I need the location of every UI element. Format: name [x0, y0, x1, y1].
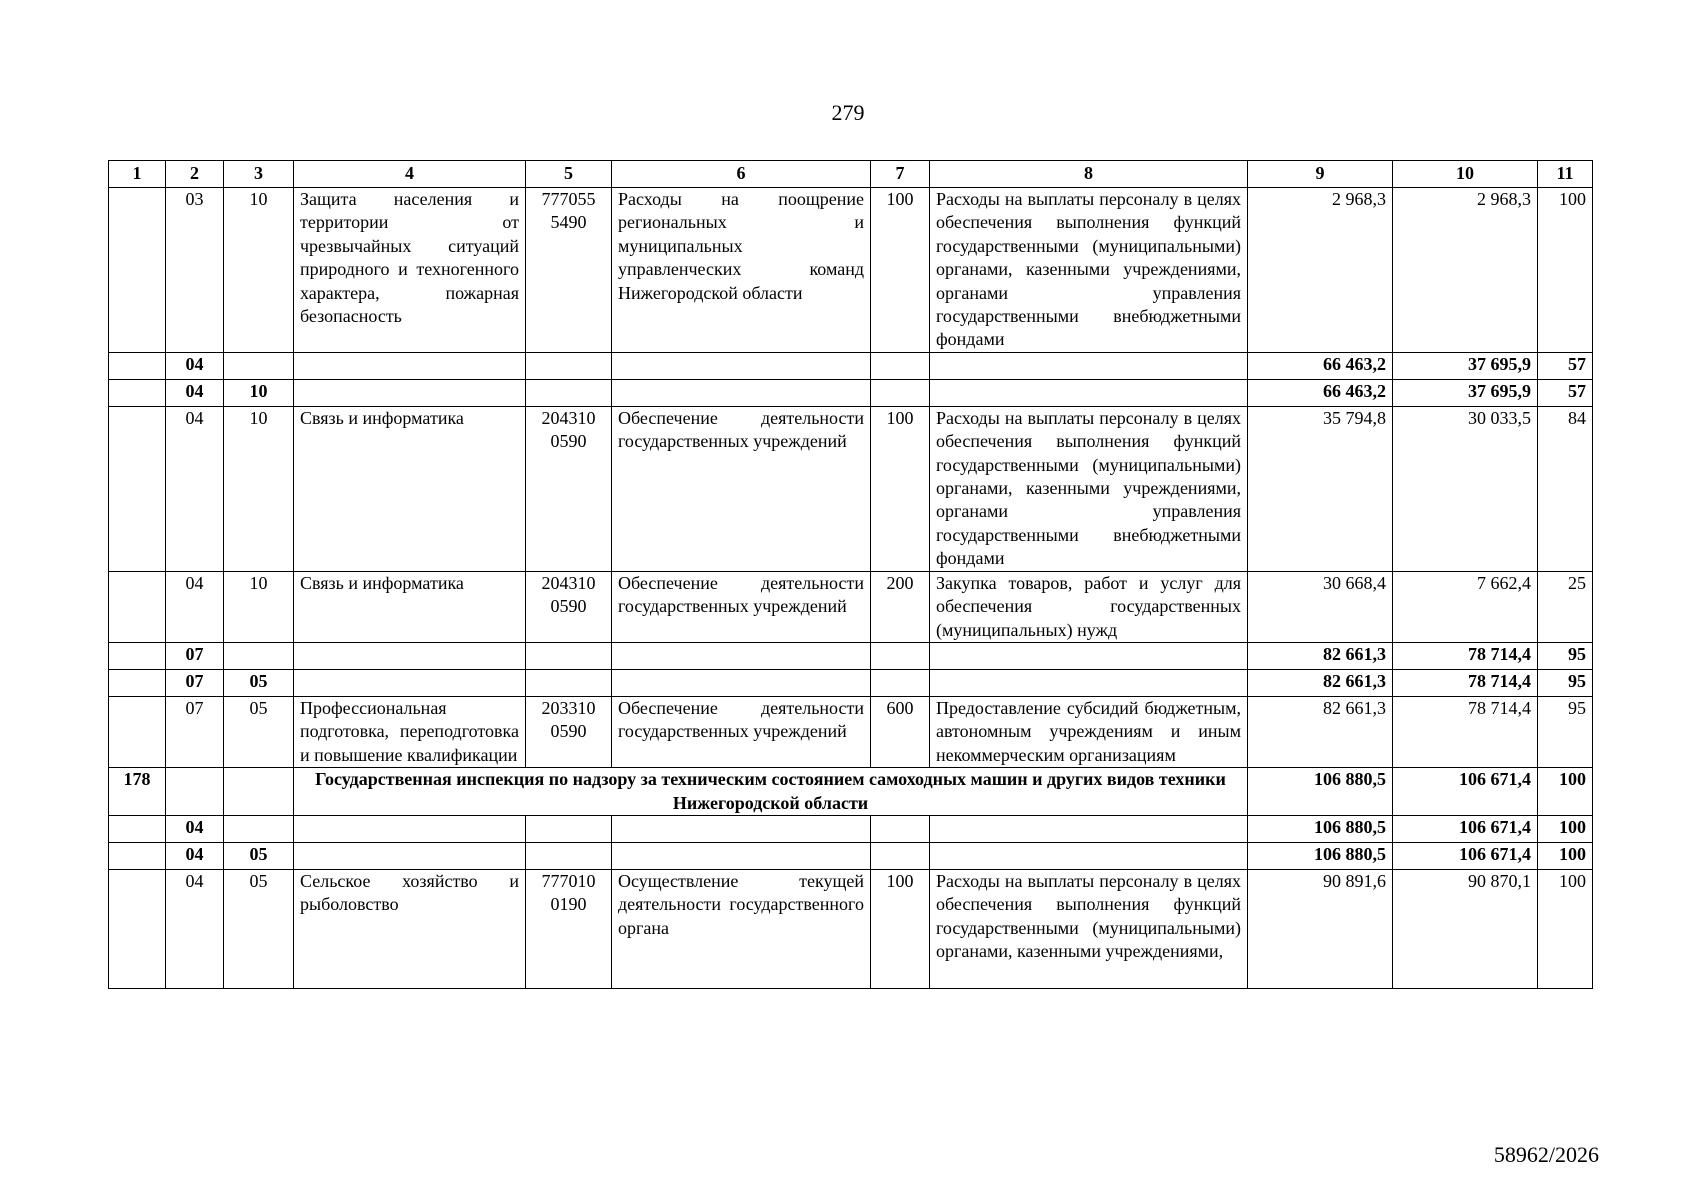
code-part: 0590 [550, 596, 587, 617]
cell-percent: 100 [1538, 869, 1593, 988]
code-part: 204310 [541, 572, 596, 593]
table-row [109, 406, 1593, 571]
cell-executed: 37 695,9 [1393, 379, 1538, 406]
table-row [109, 571, 1593, 642]
cell-target-name [612, 642, 871, 669]
cell-target-name: Обеспечение деятельности государственных учреждений [612, 571, 871, 642]
cell-percent: 100 [1538, 815, 1593, 842]
cell-percent: 57 [1538, 379, 1593, 406]
col-header: 4 [294, 161, 526, 188]
cell-executed: 106 671,4 [1393, 815, 1538, 842]
code-part: 777055 [541, 189, 596, 209]
code-part: 0190 [550, 894, 587, 915]
cell-target-code [526, 188, 612, 353]
cell-subsection: 05 [224, 669, 294, 696]
cell-target-code [526, 379, 612, 406]
cell-subsection: 05 [224, 696, 294, 767]
cell-executed: 78 714,4 [1393, 642, 1538, 669]
cell-target-code [526, 571, 612, 642]
table-row [109, 696, 1593, 767]
cell-section-name [294, 815, 526, 842]
cell-planned: 66 463,2 [1248, 352, 1393, 379]
document-number: 58962/2026 [1493, 1142, 1599, 1167]
code-part: 0590 [550, 721, 587, 742]
cell-expense-name: Расходы на выплаты персоналу в целях обеспечения выполнения функций государственными (муниципальными) органами, казенными учреждениями, [930, 869, 1248, 988]
col-header: 7 [871, 161, 930, 188]
cell-expense-name [930, 352, 1248, 379]
cell-subsection [224, 352, 294, 379]
header-row [109, 161, 1593, 188]
cell-target-name: Осуществление текущей деятельности государственного органа [612, 869, 871, 988]
cell-expense-type [871, 842, 930, 869]
cell-target-code [526, 815, 612, 842]
cell-target-code [526, 869, 612, 988]
cell-section: 03 [166, 188, 224, 353]
cell-subsection [224, 768, 294, 816]
cell-subsection: 10 [224, 379, 294, 406]
table-row [109, 869, 1593, 988]
cell-target-code [526, 642, 612, 669]
cell-executed: 37 695,9 [1393, 352, 1538, 379]
cell-section: 07 [166, 696, 224, 767]
cell-percent: 84 [1538, 406, 1593, 571]
code-part: 204310 [541, 407, 596, 428]
cell-target-code [526, 842, 612, 869]
cell-org-code [109, 352, 166, 379]
cell-org-code [109, 842, 166, 869]
col-header: 6 [612, 161, 871, 188]
cell-percent: 100 [1538, 188, 1593, 353]
cell-expense-type [871, 379, 930, 406]
cell-expense-type [871, 352, 930, 379]
cell-expense-type: 100 [871, 188, 930, 353]
cell-expense-type: 200 [871, 571, 930, 642]
cell-percent: 100 [1538, 842, 1593, 869]
cell-section-name: Защита населения и территории от чрезвычайных ситуаций природного и техногенного характера, пожарная безопасность [294, 188, 526, 353]
cell-section-name [294, 669, 526, 696]
code-part: 0590 [550, 431, 587, 452]
cell-section-name [294, 379, 526, 406]
col-header: 8 [930, 161, 1248, 188]
col-header: 9 [1248, 161, 1393, 188]
cell-percent: 25 [1538, 571, 1593, 642]
cell-section-name: Связь и информатика [294, 571, 526, 642]
cell-percent: 95 [1538, 696, 1593, 767]
cell-expense-name [930, 669, 1248, 696]
cell-planned: 106 880,5 [1248, 842, 1393, 869]
col-header: 2 [166, 161, 224, 188]
cell-subsection: 10 [224, 188, 294, 353]
cell-planned: 30 668,4 [1248, 571, 1393, 642]
cell-expense-type [871, 815, 930, 842]
table-row [109, 379, 1593, 406]
organization-title: Государственная инспекция по надзору за техническим состоянием самоходных машин и других видов техники Нижегородской области [294, 768, 1248, 816]
cell-subsection [224, 815, 294, 842]
cell-expense-name: Предоставление субсидий бюджетным, автономным учреждениям и иным некоммерческим организациям [930, 696, 1248, 767]
code-part: 777010 [541, 870, 596, 891]
cell-percent: 95 [1538, 642, 1593, 669]
cell-org-code [109, 669, 166, 696]
cell-subsection: 10 [224, 406, 294, 571]
cell-planned: 106 880,5 [1248, 815, 1393, 842]
cell-planned: 106 880,5 [1248, 768, 1393, 816]
cell-expense-name: Расходы на выплаты персоналу в целях обеспечения выполнения функций государственными (муниципальными) органами, казенными учреждениями, органами управления государственными внебюджетными фондами [930, 406, 1248, 571]
col-header: 1 [109, 161, 166, 188]
cell-planned: 82 661,3 [1248, 696, 1393, 767]
cell-org-code [109, 642, 166, 669]
cell-expense-type [871, 642, 930, 669]
cell-target-name [612, 669, 871, 696]
cell-target-name [612, 379, 871, 406]
cell-section-name [294, 352, 526, 379]
cell-subsection [224, 642, 294, 669]
cell-org-code [109, 188, 166, 353]
cell-org-code [109, 406, 166, 571]
cell-target-code [526, 406, 612, 571]
code-part: 5490 [550, 212, 587, 233]
table-row [109, 669, 1593, 696]
cell-planned: 90 891,6 [1248, 869, 1393, 988]
cell-expense-name: Закупка товаров, работ и услуг для обеспечения государственных (муниципальных) нужд [930, 571, 1248, 642]
cell-org-code [109, 379, 166, 406]
cell-target-name: Обеспечение деятельности государственных учреждений [612, 406, 871, 571]
cell-executed: 106 671,4 [1393, 768, 1538, 816]
cell-section: 04 [166, 352, 224, 379]
cell-expense-type: 100 [871, 406, 930, 571]
cell-org-code [109, 815, 166, 842]
budget-table [108, 160, 1593, 989]
cell-expense-type [871, 669, 930, 696]
cell-expense-name [930, 842, 1248, 869]
cell-target-code [526, 669, 612, 696]
cell-subsection: 05 [224, 842, 294, 869]
cell-expense-type: 600 [871, 696, 930, 767]
cell-expense-name: Расходы на выплаты персоналу в целях обеспечения выполнения функций государственными (муниципальными) органами, казенными учреждениями, органами управления государственными внебюджетными фондами [930, 188, 1248, 353]
table-row [109, 188, 1593, 353]
cell-org-code [109, 571, 166, 642]
cell-section-name [294, 642, 526, 669]
cell-percent: 57 [1538, 352, 1593, 379]
cell-subsection: 10 [224, 571, 294, 642]
cell-planned: 82 661,3 [1248, 642, 1393, 669]
col-header: 5 [526, 161, 612, 188]
cell-planned: 35 794,8 [1248, 406, 1393, 571]
cell-section: 04 [166, 406, 224, 571]
cell-executed: 7 662,4 [1393, 571, 1538, 642]
page-number: 279 [831, 100, 865, 125]
cell-executed: 90 870,1 [1393, 869, 1538, 988]
cell-target-name: Обеспечение деятельности государственных учреждений [612, 696, 871, 767]
col-header: 11 [1538, 161, 1593, 188]
col-header: 3 [224, 161, 294, 188]
cell-section: 07 [166, 642, 224, 669]
cell-section-name: Связь и информатика [294, 406, 526, 571]
cell-expense-name [930, 815, 1248, 842]
cell-section: 04 [166, 842, 224, 869]
cell-org-code: 178 [109, 768, 166, 816]
organization-row [109, 768, 1593, 816]
cell-target-name [612, 842, 871, 869]
cell-planned: 2 968,3 [1248, 188, 1393, 353]
cell-expense-name [930, 379, 1248, 406]
cell-section: 04 [166, 815, 224, 842]
cell-target-name: Расходы на поощрение региональных и муниципальных управленческих команд Нижегородской области [612, 188, 871, 353]
table-row [109, 642, 1593, 669]
cell-section-name [294, 842, 526, 869]
cell-expense-name [930, 642, 1248, 669]
cell-section: 04 [166, 571, 224, 642]
cell-executed: 2 968,3 [1393, 188, 1538, 353]
cell-org-code [109, 869, 166, 988]
cell-percent: 95 [1538, 669, 1593, 696]
cell-executed: 30 033,5 [1393, 406, 1538, 571]
cell-executed: 78 714,4 [1393, 669, 1538, 696]
cell-subsection: 05 [224, 869, 294, 988]
cell-section: 04 [166, 379, 224, 406]
cell-percent: 100 [1538, 768, 1593, 816]
cell-target-code [526, 696, 612, 767]
cell-section [166, 768, 224, 816]
table-row [109, 842, 1593, 869]
cell-executed: 106 671,4 [1393, 842, 1538, 869]
cell-expense-type: 100 [871, 869, 930, 988]
cell-executed: 78 714,4 [1393, 696, 1538, 767]
cell-org-code [109, 696, 166, 767]
cell-section: 04 [166, 869, 224, 988]
cell-section: 07 [166, 669, 224, 696]
code-part: 203310 [541, 697, 596, 718]
cell-section-name: Профессиональная подготовка, переподготовка и повышение квалификации [294, 696, 526, 767]
table-row [109, 815, 1593, 842]
cell-planned: 82 661,3 [1248, 669, 1393, 696]
cell-target-name [612, 815, 871, 842]
cell-planned: 66 463,2 [1248, 379, 1393, 406]
cell-section-name: Сельское хозяйство и рыболовство [294, 869, 526, 988]
cell-target-code [526, 352, 612, 379]
cell-target-name [612, 352, 871, 379]
table-row [109, 352, 1593, 379]
col-header: 10 [1393, 161, 1538, 188]
